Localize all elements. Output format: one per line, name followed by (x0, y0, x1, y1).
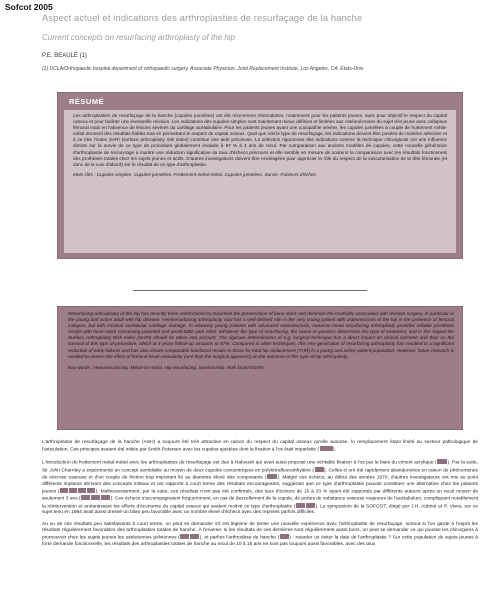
paragraph-intro: L'arthroplastie de resurfaçage de la hanche (ASH) a toujours été très attractive en raison du respect du capital osseux qu'elle autorise, lo remplacement étant limité au secteur pathologique de l'articulation. Ces principes avaient été initiés par Smith-Petersen avec les cupules ajustées dont la fixation à l'os était imparfaite ( ). (42, 440, 478, 453)
reference-link[interactable] (78, 488, 86, 493)
reference-link[interactable] (315, 467, 324, 472)
reference-link[interactable] (320, 446, 333, 451)
reference-link[interactable] (87, 488, 95, 493)
resume-text: Les arthroplasties de resurfaçage de la hanche (cupules jumelées) ont été récemment réintroduites, notamment pour les patients jeunes, avec pour objectif le respect du capital osseux et pour faciliter une éventuelle révision. Les indications des cupules simples sont maintenant mieux définies et limitées aux ostéonécroses du sujet très jeune avec collapsus fémoral mais en l'absence de lésions sévères du cartilage acétabulaire. Pour les patients jeunes ayant une coxopathie sévère, les cupules jumelées à couple de frottement métal-métal donnent des résultats fiables tout en permettant le respect du capital osseux. Quel que soit le type de resurfaçage, les indications doivent être posées de manière sélective et à ce titre l'index SARI (surface arthroplasty risk index) constitue une aide précieuse. La sélection rigoureuse des indications comme la technique chirurgicale ont une influence directe sur la survie de ce type de procédure globalement évaluée à 97 % à 4 ans de recul. Par comparaison aux anciens modèles de cupules, cette nouvelle génération d'arthroplastie de recouvrage a montré une réduction significative du taux d'échecs précoces et elle semble en mesure de soutenir la comparaison avec les résultats fonctionnels des prothèses totales chez les sujets jeunes et actifs. D'autres investigations doivent être envisagées pour apprécier le rôle du respect de la vascularisation de la tête fémorale (et donc de la voie d'abord) sur le résultat de ce type d'arthroplastie. (73, 113, 447, 167)
article-subtitle: Current concepts on resurfacing arthroplasty of the hip (42, 33, 235, 42)
resume-panel (64, 110, 456, 253)
affiliation: (1) UCLA/Orthopaedic hospital department of orthopaedic surgery, Associate Physician, Joint Replacement Institute, Los Angeles, CA, États-Unis (42, 66, 364, 72)
reference-link[interactable] (180, 534, 189, 539)
reference-link[interactable] (81, 495, 90, 500)
abstract-keywords: Key words : Hemiresurfacing. Metal-on-metal. Hip resurfacing. Survivorship. Risk factors/SARI. (68, 364, 265, 370)
section-divider (133, 290, 367, 291)
reference-link[interactable] (91, 495, 100, 500)
reference-link[interactable] (69, 488, 77, 493)
authors: P.E. BEAULÉ (1) (42, 53, 87, 59)
resume-heading: RÉSUMÉ (69, 97, 105, 106)
paragraph-discussion: Au vu de ces résultats peu satisfaisants à court terme, on peut se demander s'il est légitime de tenter une nouvelle expérience avec l'arthroplastie de resurfaçage, surtout si l'on garde à l'esprit les résultats régulièrement favorables des arthroplasties totales de hanche. À l'inverse, si les résultats de ces dernières sont régulièrement aussi bons, on peut se demander ce qui pousse les chirurgiens à promouvoir chez les sujets jeunes les ostéotomies pelviennes ( ), et parfois l'arthrodèse de hanche ( ) : retarder ou éviter la date de l'arthroplastie ? Sur cette population de sujets jeunes à forte demande fonctionnelle, les résultats des arthroplasties totales de hanche au recul de 10 à 15 ans ne sont pas toujours aussi favorables, avec des taux (42, 521, 478, 547)
reference-link[interactable] (280, 534, 289, 539)
reference-link[interactable] (60, 488, 68, 493)
resume-keywords: Mots clés : Cupules simples. Cupules jumelées. Frottement métal-métal. Cupules jumelées. Survie. Facteurs d'échec. (73, 171, 318, 177)
paragraph-history: L'introduction du frottement métal-métal avec les arthroplasties de resurfaçage est due à Haboush qui avait aussi proposé une véritable fixation à l'os par le biais du ciment acrylique ( ). Par la suite, Sir John Charnley a expérimenté un concept semblable au moyen de deux cupules concentriques en polytétrafluoroéthylène ( ). Celles-ci ont été rapidement abandonnées en raison de phénomènes de nécrose osseuse et d'un couple de friction trop important lié au diamètre élevé des composants ( ). Malgré ces échecs, au début des années 1970, d'autres investigateurs ont mis au point différents implants dérivant des concepts initiaux et ont rapporté à court terme des résultats encourageants, suggérant que ce type d'arthroplastie pouvait constituer une alternative chez les patients jeunes ( ). Malheureusement, par la suite, ces résultats n'ont pas été confirmés, des taux d'échecs de 15 à 33 % ayant été rapportés par différents auteurs après un recul moyen de seulement 3 ans ( ). Ces échecs s'accompagnaient fréquemment, en cas de descellement de la cupule, de pertes de substance osseuse majeures de l'acétabulum, compliquant notablement la réintervention et anéantissant les efforts d'économie du capital osseux qui avaient motivé ce type d'arthroplastie ( ). Le symposium de la SOFCOT, dirigé par J.H. Aubriot et P. Vives, sur ce sujet tenu en 1984 avait aussi dressé un bilan peu favorable avec un nombre élevé d'échecs avec des reprises parfois difficiles. (42, 460, 479, 516)
abstract-text: Resurfacing arthroplasty of the hip has recently been reintroduced to maximize the preservation of bone stock and minimize the morbidity associated with revision surgery, in particular in the young and active adult with hip disease. Hemiresurfacing arthroplasty now has a well-defined role in the very young patient with osteonecrosis of the hip in the presence of femoral collapse, but with minimal acetabular cartilage damage. In relatively young patients with advanced osteonecrosis, metal-on-metal resurfacing arthroplasty provides reliable prosthetic results with bone-stock conserving potential and predictable pain relief. Whatever the type of resurfacing, the cause in question determines the type of treatment, and in this regard the Surface Arthroplasty Risk Index (SARI) should be taken into account. The rigorous determination of e.g. surgical technique has a direct impact on clinical outcome and thus on the survival of this type of procedure, which at 4 years follow-up amounts to 97%. Compared to older techniques, this new generation of resurfacing arthroplasty has resulted in a significant reduction of early failures and has also shown comparable functional results to those for total hip replacement (THR) in a young and active patient population. However, future research is needed to assess the effect of femoral head vascularity (and thus the surgical approach) on the outcome of this type of hip arthroplasty. (68, 311, 454, 359)
abstract-box (57, 306, 463, 430)
reference-link[interactable] (190, 534, 199, 539)
reference-link[interactable] (437, 459, 447, 464)
reference-link[interactable] (296, 503, 305, 508)
reference-link[interactable] (267, 474, 277, 479)
resume-box (57, 92, 463, 259)
reference-link[interactable] (306, 503, 315, 508)
article-title: Aspect actuel et indications des arthroplasties de resurfaçage de la hanche (42, 13, 363, 23)
reference-link[interactable] (101, 495, 110, 500)
body-text (42, 440, 478, 553)
venue-label: Sofcot 2005 (5, 2, 53, 12)
